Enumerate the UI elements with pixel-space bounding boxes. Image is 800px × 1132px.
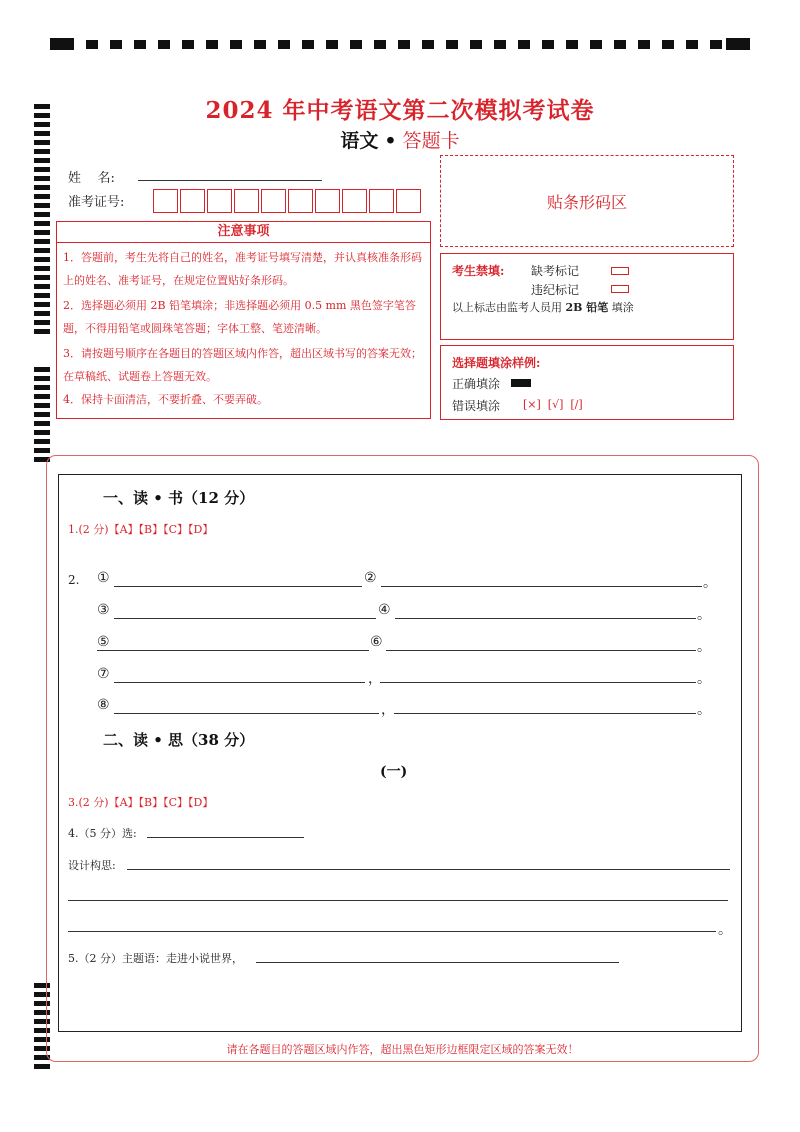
exam-title: 2024 年中考语文第二次模拟考试卷 bbox=[205, 97, 595, 124]
violation-mark-label: 违纪标记 bbox=[531, 283, 580, 297]
comma: ， bbox=[368, 671, 382, 687]
comma: ， bbox=[381, 702, 395, 718]
section1-heading: 一、读 • 书（12 分） bbox=[103, 489, 255, 507]
design-line-2[interactable] bbox=[68, 887, 728, 901]
q1-choice-row[interactable]: 1.(2 分)【A】【B】【C】【D】 bbox=[68, 523, 214, 536]
note-item: 3．请按题号顺序在各题目的答题区域内作答，超出区域书写的答案无效；在草稿纸、试题卷上答题无效。 bbox=[63, 347, 422, 383]
blank-marker-3: ③ bbox=[97, 602, 110, 618]
blank-marker-6: ⑥ bbox=[370, 634, 383, 650]
forbidden-note bbox=[452, 299, 634, 315]
subtitle-card: 答题卡 bbox=[402, 130, 460, 152]
absent-mark-label: 缺考标记 bbox=[531, 264, 580, 278]
timing-mark bbox=[518, 40, 530, 49]
q2-number: 2. bbox=[68, 573, 80, 587]
timing-mark bbox=[374, 40, 386, 49]
forbidden-label: 考生禁填: bbox=[452, 264, 505, 278]
design-label: 设计构思: bbox=[68, 859, 116, 872]
alignment-marker bbox=[50, 38, 74, 50]
forbidden-note-bold: 2B 铅笔 bbox=[565, 301, 609, 314]
blank-marker-2: ② bbox=[364, 570, 377, 586]
forbidden-note-post: 填涂 bbox=[611, 301, 634, 314]
timing-mark bbox=[206, 40, 218, 49]
blank-marker-4: ④ bbox=[378, 602, 391, 618]
q4-select-field[interactable] bbox=[147, 824, 304, 838]
period: 。 bbox=[697, 702, 711, 718]
name-field[interactable] bbox=[138, 166, 322, 181]
blank-marker-5: ⑤ bbox=[97, 634, 110, 650]
timing-mark bbox=[422, 40, 434, 49]
forbidden-note-pre: 以上标志由监考人员用 bbox=[452, 301, 562, 314]
timing-mark bbox=[350, 40, 362, 49]
q3-choice-row[interactable]: 3.(2 分)【A】【B】【C】【D】 bbox=[68, 796, 214, 809]
timing-mark bbox=[590, 40, 602, 49]
period: 。 bbox=[697, 607, 711, 623]
blank-5[interactable] bbox=[97, 636, 369, 651]
name-label: 姓 名: bbox=[68, 171, 115, 186]
blank-7b[interactable] bbox=[380, 668, 696, 683]
blank-marker-7: ⑦ bbox=[97, 666, 110, 682]
note-item: 4．保持卡面清洁，不要折叠、不要弄破。 bbox=[63, 393, 268, 406]
timing-mark bbox=[158, 40, 170, 49]
id-digit-box[interactable] bbox=[234, 189, 259, 213]
blank-7[interactable] bbox=[114, 668, 365, 683]
blank-4[interactable] bbox=[395, 604, 696, 619]
id-digit-box[interactable] bbox=[342, 189, 367, 213]
timing-mark bbox=[278, 40, 290, 49]
id-digit-box[interactable] bbox=[288, 189, 313, 213]
subtitle-dot: • bbox=[384, 130, 397, 152]
timing-mark bbox=[398, 40, 410, 49]
timing-mark bbox=[182, 40, 194, 49]
blank-marker-1: ① bbox=[97, 570, 110, 586]
q5-answer-line[interactable] bbox=[256, 949, 619, 963]
timing-mark bbox=[230, 40, 242, 49]
timing-mark bbox=[494, 40, 506, 49]
period: 。 bbox=[697, 639, 711, 655]
id-digit-box[interactable] bbox=[396, 189, 421, 213]
part-heading: (一) bbox=[380, 764, 408, 780]
alignment-marker bbox=[726, 38, 750, 50]
timing-mark bbox=[686, 40, 698, 49]
timing-mark bbox=[302, 40, 314, 49]
blank-1[interactable] bbox=[114, 572, 362, 587]
timing-mark bbox=[86, 40, 98, 49]
timing-mark bbox=[710, 40, 722, 49]
id-digit-box[interactable] bbox=[180, 189, 205, 213]
wrong-fill-marks: [×] [√] [/] bbox=[523, 398, 583, 411]
id-digit-box[interactable] bbox=[153, 189, 178, 213]
correct-fill-mark bbox=[511, 379, 531, 387]
timing-mark bbox=[662, 40, 674, 49]
q5-label: 5.（2 分）主题语：走进小说世界， bbox=[68, 952, 243, 965]
note-item: 2．选择题必须用 2B 铅笔填涂；非选择题必须用 0.5 mm 黑色签字笔答题，不得用铅笔或圆珠笔答题；字体工整、笔迹清晰。 bbox=[63, 299, 416, 335]
blank-marker-8: ⑧ bbox=[97, 697, 110, 713]
note-item: 1．答题前，考生先将自己的姓名，准考证号填写清楚，并认真核准条形码上的姓名、准考证号，在规定位置贴好条形码。 bbox=[63, 251, 422, 287]
id-digit-box[interactable] bbox=[207, 189, 232, 213]
period: 。 bbox=[718, 922, 732, 938]
examinee-forbidden-box bbox=[440, 253, 734, 340]
blank-3[interactable] bbox=[114, 604, 376, 619]
alignment-marker-strip-top bbox=[48, 38, 752, 52]
id-digit-box[interactable] bbox=[261, 189, 286, 213]
design-line-3[interactable] bbox=[68, 918, 716, 932]
barcode-label: 贴条形码区 bbox=[546, 193, 627, 212]
notes-heading: 注意事项 bbox=[57, 222, 430, 243]
timing-mark bbox=[110, 40, 122, 49]
timing-mark bbox=[446, 40, 458, 49]
q4-label: 4.（5 分）选: bbox=[68, 827, 137, 840]
timing-strip-left-middle bbox=[34, 367, 50, 471]
wrong-fill-label: 错误填涂 bbox=[452, 399, 501, 413]
blank-6[interactable] bbox=[386, 636, 696, 651]
fill-sample-box bbox=[440, 345, 734, 420]
period: 。 bbox=[697, 671, 711, 687]
correct-fill-label: 正确填涂 bbox=[452, 377, 501, 391]
timing-mark bbox=[470, 40, 482, 49]
blank-8b[interactable] bbox=[394, 699, 696, 714]
timing-mark bbox=[254, 40, 266, 49]
sample-heading: 选择题填涂样例: bbox=[452, 356, 541, 370]
blank-8[interactable] bbox=[114, 699, 379, 714]
subtitle-subject: 语文 bbox=[340, 130, 379, 152]
timing-mark bbox=[638, 40, 650, 49]
timing-mark bbox=[326, 40, 338, 49]
card-subtitle bbox=[0, 126, 800, 153]
timing-mark bbox=[566, 40, 578, 49]
barcode-area bbox=[440, 155, 734, 247]
timing-mark bbox=[134, 40, 146, 49]
section2-heading: 二、读 • 思（38 分） bbox=[103, 731, 255, 749]
footer-warning: 请在各题目的答题区域内作答，超出黑色矩形边框限定区域的答案无效！ bbox=[226, 1043, 579, 1056]
period: 。 bbox=[703, 575, 717, 591]
timing-mark bbox=[614, 40, 626, 49]
violation-mark-box[interactable] bbox=[611, 285, 629, 293]
notes-box bbox=[56, 221, 431, 419]
id-label: 准考证号: bbox=[68, 195, 125, 210]
id-digit-box[interactable] bbox=[369, 189, 394, 213]
id-digit-box[interactable] bbox=[315, 189, 340, 213]
design-line-1[interactable] bbox=[127, 856, 730, 870]
absent-mark-box[interactable] bbox=[611, 267, 629, 275]
timing-mark bbox=[542, 40, 554, 49]
blank-2[interactable] bbox=[381, 572, 702, 587]
